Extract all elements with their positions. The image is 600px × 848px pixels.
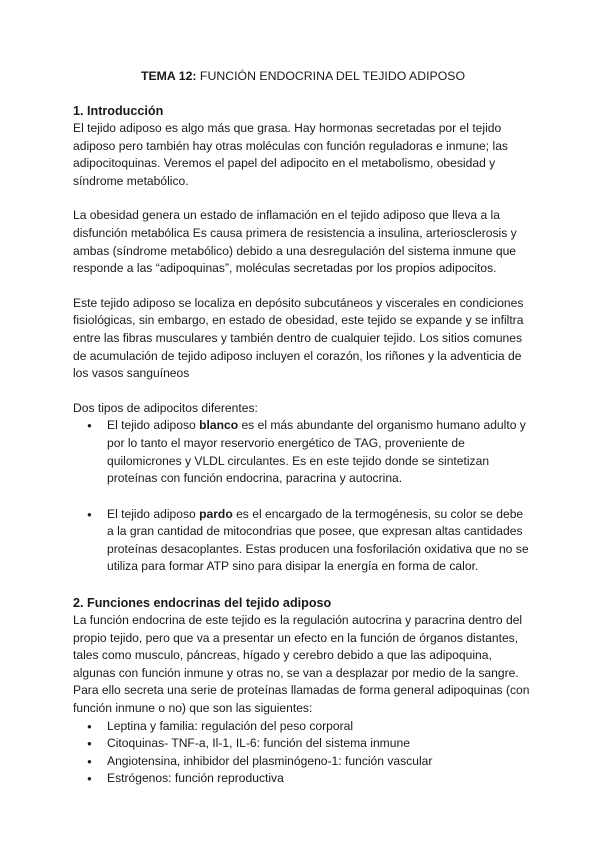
- item-text: es el más abundante del organismo humano adulto y por lo tanto el mayor reservorio energético de TAG, proveniente de quilomicrones y VLDL circulantes. Es en este tejido donde se sintetizan proteínas con función endocrina, paracrina y autocrina.: [107, 418, 526, 486]
- document-page: [73, 68, 533, 788]
- list-item: ● Leptina y familia: regulación del peso corporal: [73, 718, 533, 736]
- list-item: ● Estrógenos: función reproductiva: [73, 770, 533, 788]
- item-text: El tejido adiposo: [107, 506, 200, 521]
- list-item: ● Citoquinas- TNF-a, Il-1, IL-6: función del sistema inmune: [73, 735, 533, 753]
- list-item: [73, 417, 533, 487]
- item-text: es el encargado de la termogénesis, su color se debe a la gran cantidad de mitocondrias que posee, que expresan altas cantidades proteínas desacoplantes. Estas producen una fosforilación oxidativa que no se utiliza para formar ATP sino para disipar la energía en forma de calor.: [107, 506, 529, 574]
- adipocyte-types-list: [73, 417, 533, 576]
- section1-heading: 1. Introducción: [73, 104, 164, 118]
- document-title: [73, 68, 533, 84]
- list-item: [73, 506, 533, 576]
- item-bold: pardo: [199, 506, 233, 521]
- list-item: ● Angiotensina, inhibidor del plasminógeno-1: función vascular: [73, 753, 533, 771]
- section2: [73, 594, 533, 788]
- section1-paragraph-4: Dos tipos de adipocitos diferentes:: [73, 400, 258, 415]
- item-bold: blanco: [199, 418, 239, 433]
- section1-paragraph-1: El tejido adiposo es algo más que grasa. Hay hormonas secretadas por el tejido adiposo pero también hay otras moléculas con función reguladoras e inmune; las adipocitoquinas. Veremos el papel del adipocito en el metabolismo, obesidad y síndrome metabólico.: [73, 121, 508, 188]
- title-text: FUNCIÓN ENDOCRINA DEL TEJIDO ADIPOSO: [196, 69, 466, 83]
- section1-paragraph-3: Este tejido adiposo se localiza en depósito subcutáneos y viscerales en condiciones fisiológicas, sin embargo, en estado de obesidad, este tejido se expande y se infiltra entre las fibras musculares y también dentro de cualquier tejido. Los sitios comunes de acumulación de tejido adiposo incluyen el corazón, los riñones y la adventicia de los vasos sanguíneos: [73, 295, 524, 381]
- adipokines-list: [73, 718, 533, 788]
- section2-paragraph-1: La función endocrina de este tejido es la regulación autocrina y paracrina dentro del propio tejido, pero que va a presentar un efecto en la función de órganos distantes, tales como musculo, páncreas, hígado y cerebro debido a que las adipoquina, algunas con función inmune y otras no, se van a desplazar por medio de la sangre. Para ello secreta una serie de proteínas llamadas de forma general adipoquinas (con función inmune o no) que son las siguientes:: [73, 613, 530, 716]
- section2-heading: 2. Funciones endocrinas del tejido adiposo: [73, 596, 332, 611]
- title-prefix: TEMA 12:: [140, 69, 197, 83]
- item-text: El tejido adiposo: [107, 418, 200, 433]
- section1-paragraph-2: La obesidad genera un estado de inflamación en el tejido adiposo que lleva a la disfunción metabólica Es causa primera de resistencia a insulina, arteriosclerosis y ambas (síndrome metabólico) debido a una desregulación del sistema inmune que responde a las “adipoquinas”, moléculas secretadas por los propios adipocitos.: [73, 208, 517, 276]
